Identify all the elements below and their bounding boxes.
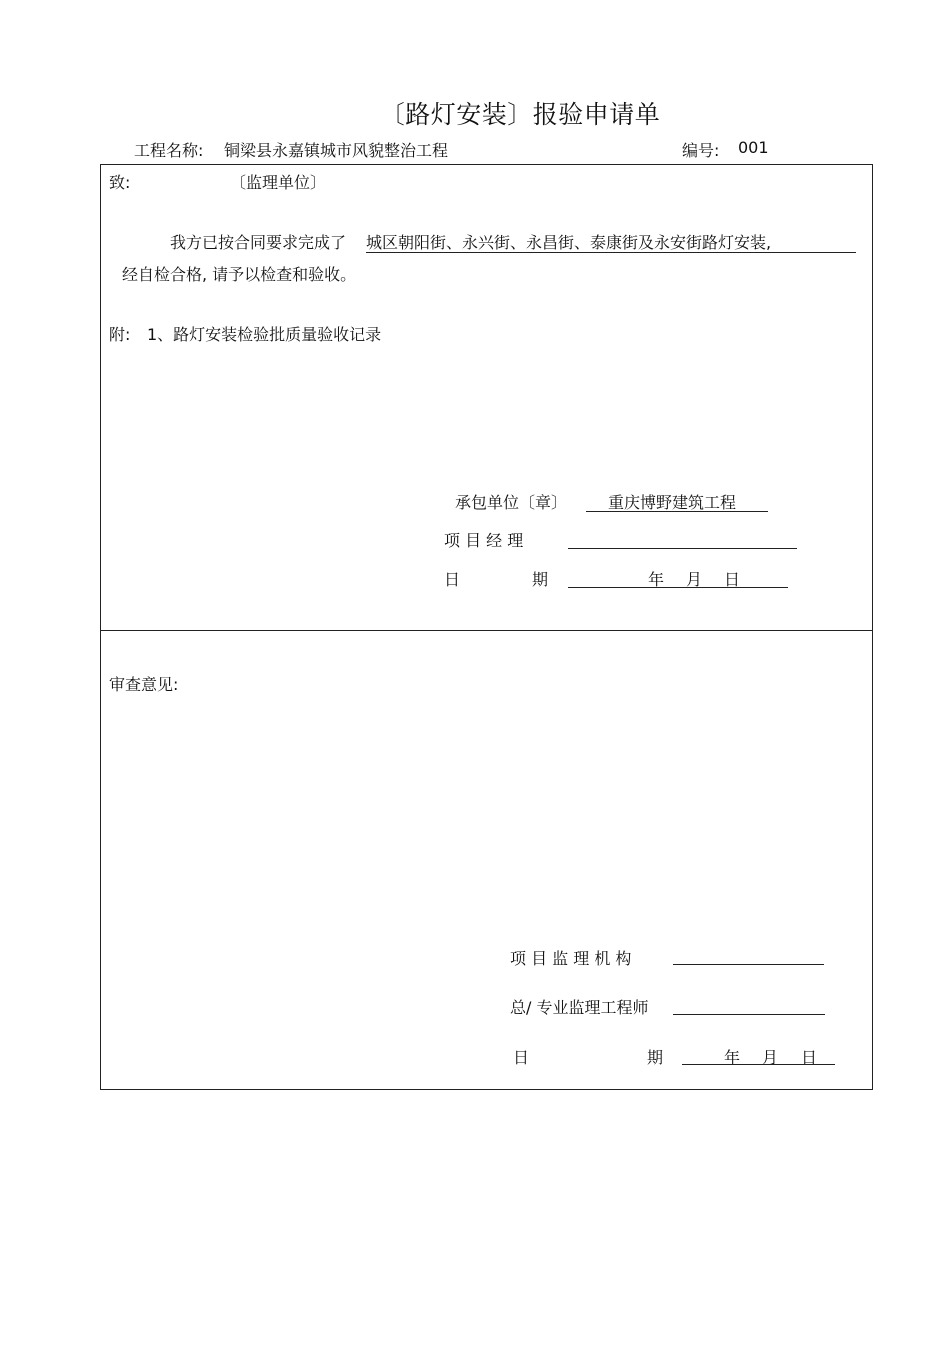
contractor-value: 重庆博野建筑工程 — [608, 493, 737, 512]
supervision-org-line — [673, 964, 824, 965]
date-label-start: 日 — [444, 570, 461, 589]
date-day: 日 — [724, 570, 741, 589]
date-year: 年 — [648, 570, 665, 589]
manager-label: 项 目 经 理 — [444, 531, 524, 550]
project-name-value: 铜梁县永嘉镇城市风貌整治工程 — [224, 141, 449, 160]
form-border — [100, 164, 873, 1090]
review-date-year: 年 — [724, 1048, 741, 1067]
to-label: 致: — [109, 173, 131, 192]
date-label-end: 期 — [532, 570, 549, 589]
body-line1-underline — [366, 252, 856, 253]
contractor-underline — [586, 511, 768, 512]
body-line1-prefix: 我方已按合同要求完成了 — [170, 233, 347, 252]
contractor-label: 承包单位〔章〕 — [455, 493, 568, 512]
review-date-label-end: 期 — [647, 1048, 664, 1067]
review-opinion-label: 审查意见: — [109, 675, 179, 694]
review-date-month: 月 — [762, 1048, 779, 1067]
project-name-label: 工程名称: — [134, 141, 204, 160]
body-line2: 经自检合格, 请予以检查和验收。 — [122, 265, 357, 284]
review-date-underline — [682, 1064, 835, 1065]
date-underline — [568, 587, 788, 588]
supervisor-unit: 〔监理单位〕 — [230, 173, 327, 192]
chief-engineer-line — [673, 1014, 825, 1015]
body-line1-content: 城区朝阳街、永兴街、永昌街、泰康街及永安街路灯安装, — [366, 233, 772, 252]
form-number-value: 001 — [738, 138, 769, 157]
manager-signature-line — [568, 548, 797, 549]
form-number-label: 编号: — [682, 141, 720, 160]
chief-engineer-label: 总/ 专业监理工程师 — [510, 998, 649, 1017]
review-date-day: 日 — [801, 1048, 818, 1067]
supervision-org-label: 项 目 监 理 机 构 — [510, 949, 632, 968]
section-divider — [100, 630, 873, 631]
attachment-item: 1、路灯安装检验批质量验收记录 — [147, 325, 382, 344]
attachment-label: 附: — [109, 325, 131, 344]
review-date-label-start: 日 — [513, 1048, 530, 1067]
form-title: 〔路灯安装〕报验申请单 — [379, 100, 661, 129]
date-month: 月 — [686, 570, 703, 589]
